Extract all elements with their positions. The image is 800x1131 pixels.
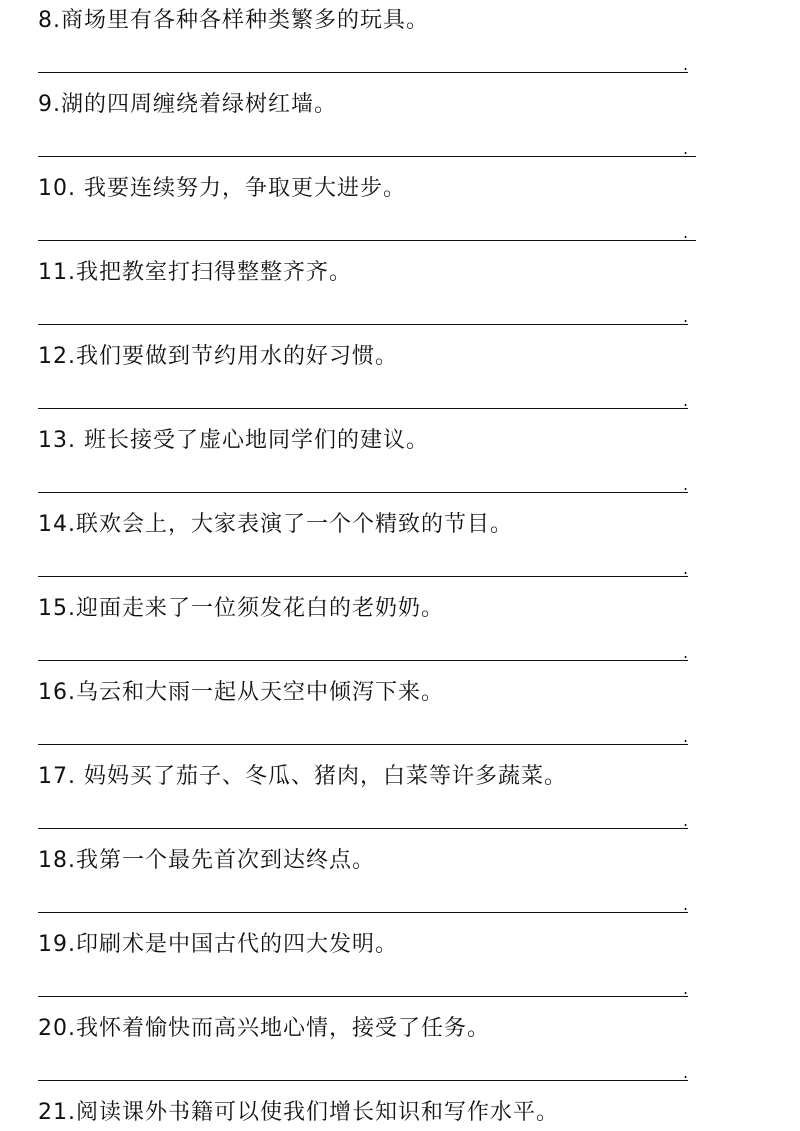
question-item-8	[38, 2, 698, 86]
answer-line[interactable]	[38, 996, 688, 997]
question-text: 16.乌云和大雨一起从天空中倾泻下来。	[38, 680, 444, 705]
answer-line[interactable]	[38, 828, 688, 829]
answer-end-mark: .	[683, 139, 689, 158]
answer-line[interactable]	[38, 1080, 688, 1081]
answer-end-mark: .	[683, 559, 689, 578]
answer-end-mark: .	[683, 727, 689, 746]
question-text: 19.印刷术是中国古代的四大发明。	[38, 932, 398, 957]
answer-end-mark: .	[683, 895, 689, 914]
question-item-19	[38, 926, 698, 1010]
answer-end-mark: .	[683, 1063, 689, 1082]
answer-end-mark: .	[683, 643, 689, 662]
question-text: 12.我们要做到节约用水的好习惯。	[38, 344, 398, 369]
question-text: 18.我第一个最先首次到达终点。	[38, 848, 375, 873]
answer-line[interactable]	[38, 72, 688, 73]
question-item-10	[38, 170, 698, 254]
question-text: 11.我把教室打扫得整整齐齐。	[38, 260, 352, 285]
answer-line[interactable]	[38, 240, 696, 241]
question-item-9	[38, 86, 698, 170]
answer-end-mark: .	[683, 475, 689, 494]
question-text: 10. 我要连续努力，争取更大进步。	[38, 176, 406, 201]
question-item-18	[38, 842, 698, 926]
question-item-14	[38, 506, 698, 590]
question-item-11	[38, 254, 698, 338]
answer-line[interactable]	[38, 156, 696, 157]
answer-end-mark: .	[683, 307, 689, 326]
question-item-12	[38, 338, 698, 422]
question-text: 8.商场里有各种各样种类繁多的玩具。	[38, 8, 429, 33]
answer-line[interactable]	[38, 408, 688, 409]
question-item-16	[38, 674, 698, 758]
question-text: 21.阅读课外书籍可以使我们增长知识和写作水平。	[38, 1100, 559, 1125]
answer-line[interactable]	[38, 744, 688, 745]
question-item-15	[38, 590, 698, 674]
answer-end-mark: .	[683, 811, 689, 830]
question-text: 17. 妈妈买了茄子、冬瓜、猪肉，白菜等许多蔬菜。	[38, 764, 567, 789]
question-text: 9.湖的四周缠绕着绿树红墙。	[38, 92, 337, 117]
answer-line[interactable]	[38, 660, 688, 661]
answer-line[interactable]	[38, 912, 688, 913]
question-item-20	[38, 1010, 698, 1094]
answer-end-mark: .	[683, 391, 689, 410]
question-item-21	[38, 1094, 698, 1130]
answer-line[interactable]	[38, 576, 688, 577]
question-item-17	[38, 758, 698, 842]
answer-line[interactable]	[38, 324, 688, 325]
answer-end-mark: .	[683, 55, 689, 74]
question-text: 20.我怀着愉快而高兴地心情，接受了任务。	[38, 1016, 490, 1041]
question-text: 14.联欢会上，大家表演了一个个精致的节目。	[38, 512, 513, 537]
question-text: 13. 班长接受了虚心地同学们的建议。	[38, 428, 429, 453]
answer-line[interactable]	[38, 492, 688, 493]
question-text: 15.迎面走来了一位须发花白的老奶奶。	[38, 596, 444, 621]
answer-end-mark: .	[683, 979, 689, 998]
answer-end-mark: .	[683, 223, 689, 242]
question-item-13	[38, 422, 698, 506]
